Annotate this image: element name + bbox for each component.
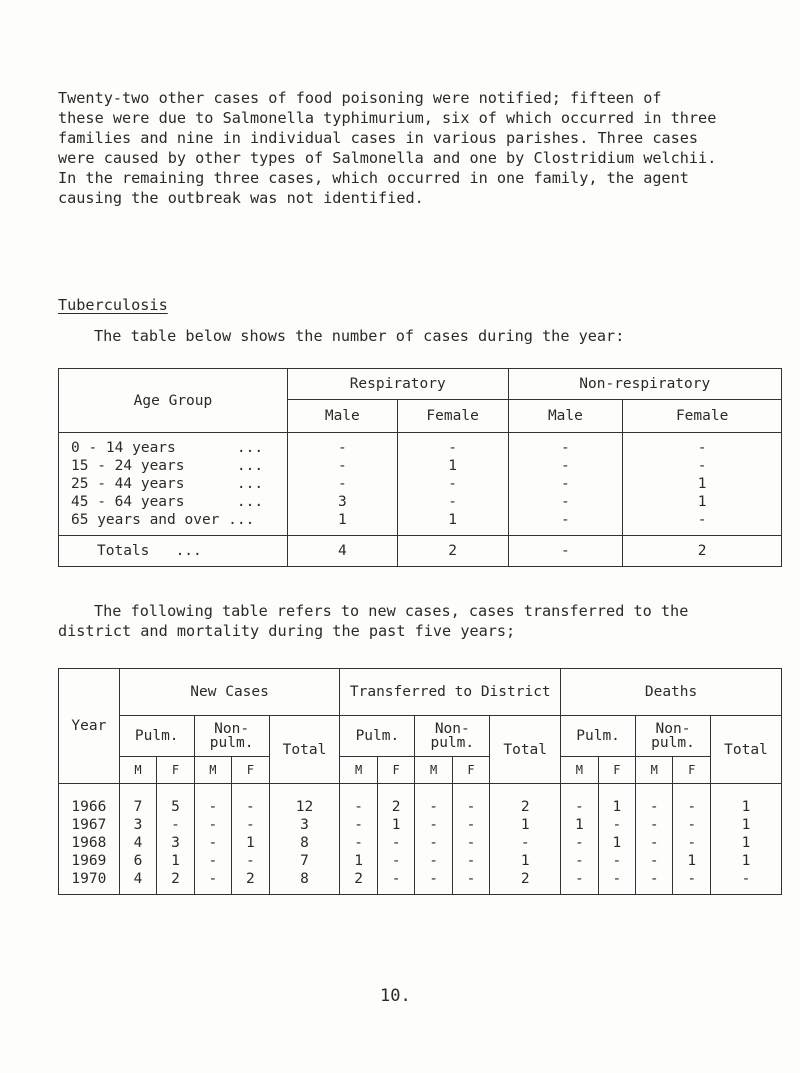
table-cell: - — [490, 834, 561, 852]
table-cell: - — [415, 834, 452, 852]
table-cell: - — [397, 475, 508, 493]
tuberculosis-cases-table — [58, 368, 782, 567]
table-cell: - — [508, 511, 623, 536]
table-cell: 1 — [377, 816, 414, 834]
table-cell: - — [377, 834, 414, 852]
tb-table-intro: The table below shows the number of cases during the year: — [94, 327, 625, 345]
non-pulm-header: Non-pulm. — [194, 716, 269, 757]
transferred-header: Transferred to District — [340, 669, 561, 716]
year-cell: 1967 — [59, 816, 120, 834]
m-header: M — [561, 757, 598, 784]
table-cell: 2 — [397, 536, 508, 567]
five-year-intro-line: district and mortality during the past five years; — [58, 622, 516, 640]
table-cell: - — [508, 475, 623, 493]
table-cell: 6 — [119, 852, 156, 870]
table-cell: - — [194, 852, 231, 870]
table-cell: - — [415, 784, 452, 817]
table-row — [59, 834, 782, 852]
table-cell: - — [287, 475, 397, 493]
paragraph-line: In the remaining three cases, which occurred in one family, the agent — [58, 169, 689, 187]
table-cell: - — [636, 870, 673, 895]
m-header: M — [119, 757, 156, 784]
female-header: Female — [623, 400, 782, 433]
total-header: Total — [710, 716, 781, 784]
table-cell: - — [561, 784, 598, 817]
table-cell: - — [194, 784, 231, 817]
year-header: Year — [59, 669, 120, 784]
respiratory-header: Respiratory — [287, 369, 508, 400]
table-cell: - — [232, 852, 269, 870]
table-cell: 4 — [119, 834, 156, 852]
table-row — [59, 870, 782, 895]
five-year-table-body — [59, 784, 782, 895]
table-cell: - — [636, 784, 673, 817]
table-cell: 1 — [397, 457, 508, 475]
table-cell: 1 — [287, 511, 397, 536]
table-cell: - — [710, 870, 781, 895]
pulm-header: Pulm. — [561, 716, 636, 757]
paragraph-line: causing the outbreak was not identified. — [58, 189, 424, 207]
table-cell: 1 — [623, 475, 782, 493]
age-group-cell: 0 - 14 years ... — [59, 433, 288, 458]
table-cell: - — [397, 433, 508, 458]
table-cell: 1 — [598, 784, 635, 817]
table-cell: 7 — [269, 852, 340, 870]
year-cell: 1970 — [59, 870, 120, 895]
table-cell: 1 — [561, 816, 598, 834]
food-poisoning-paragraph — [58, 88, 748, 208]
table-cell: 2 — [377, 784, 414, 817]
table-cell: 1 — [157, 852, 194, 870]
table-cell: - — [673, 784, 710, 817]
table-row — [59, 475, 782, 493]
table-cell: - — [157, 816, 194, 834]
table-cell: 2 — [623, 536, 782, 567]
f-header: F — [452, 757, 489, 784]
f-header: F — [377, 757, 414, 784]
page-number: 10. — [380, 986, 411, 1006]
table-cell: - — [415, 870, 452, 895]
table-cell: 7 — [119, 784, 156, 817]
age-group-header: Age Group — [59, 369, 288, 433]
table-cell: - — [561, 834, 598, 852]
table-cell: 1 — [397, 511, 508, 536]
table-cell: - — [508, 536, 623, 567]
table-row — [59, 457, 782, 475]
paragraph-line: were caused by other types of Salmonella and one by Clostridium welchii. — [58, 149, 717, 167]
table-cell: - — [673, 834, 710, 852]
non-pulm-header: Non-pulm. — [415, 716, 490, 757]
table-cell: 5 — [157, 784, 194, 817]
paragraph-line: Twenty-two other cases of food poisoning were notified; fifteen of — [58, 89, 662, 107]
table-cell: - — [377, 870, 414, 895]
table-cell: - — [636, 834, 673, 852]
table-cell: - — [340, 816, 377, 834]
table-cell: 4 — [287, 536, 397, 567]
table-cell: - — [508, 493, 623, 511]
table-cell: 1 — [673, 852, 710, 870]
table-cell: - — [377, 852, 414, 870]
table-cell: - — [452, 834, 489, 852]
non-pulm-header: Non-pulm. — [636, 716, 711, 757]
table-row — [59, 493, 782, 511]
table-cell: 1 — [710, 816, 781, 834]
table-cell: 3 — [269, 816, 340, 834]
table-cell: - — [623, 511, 782, 536]
totals-row — [59, 536, 782, 567]
table-cell: 1 — [598, 834, 635, 852]
table-cell: 8 — [269, 834, 340, 852]
table-cell: - — [287, 457, 397, 475]
total-header: Total — [269, 716, 340, 784]
new-cases-header: New Cases — [119, 669, 340, 716]
table-row — [59, 511, 782, 536]
paragraph-line: these were due to Salmonella typhimurium, six of which occurred in three — [58, 109, 717, 127]
table-cell: - — [452, 784, 489, 817]
table-cell: - — [508, 433, 623, 458]
m-header: M — [415, 757, 452, 784]
table-cell: 1 — [232, 834, 269, 852]
table-cell: 2 — [490, 784, 561, 817]
table-cell: - — [561, 852, 598, 870]
table-cell: 1 — [710, 784, 781, 817]
table-cell: - — [194, 834, 231, 852]
table-cell: 8 — [269, 870, 340, 895]
table-cell: - — [232, 784, 269, 817]
age-group-cell: 65 years and over ... — [59, 511, 288, 536]
m-header: M — [636, 757, 673, 784]
female-header: Female — [397, 400, 508, 433]
table-cell: - — [287, 433, 397, 458]
table-cell: - — [194, 870, 231, 895]
table-cell: 1 — [623, 493, 782, 511]
table-cell: - — [636, 852, 673, 870]
table-cell: - — [340, 784, 377, 817]
table-cell: 1 — [490, 816, 561, 834]
deaths-header: Deaths — [561, 669, 782, 716]
year-cell: 1969 — [59, 852, 120, 870]
table-cell: - — [452, 870, 489, 895]
table-cell: 2 — [340, 870, 377, 895]
table-cell: - — [623, 433, 782, 458]
table-cell: - — [623, 457, 782, 475]
table-cell: 3 — [157, 834, 194, 852]
table-cell: - — [452, 852, 489, 870]
m-header: M — [194, 757, 231, 784]
table-cell: - — [452, 816, 489, 834]
table-row — [59, 852, 782, 870]
f-header: F — [598, 757, 635, 784]
five-year-summary-table — [58, 668, 782, 895]
table-cell: - — [673, 870, 710, 895]
table-cell: - — [598, 852, 635, 870]
table-cell: 2 — [490, 870, 561, 895]
five-year-intro-line: The following table refers to new cases, cases transferred to the — [94, 602, 689, 620]
total-header: Total — [490, 716, 561, 784]
table-row — [59, 784, 782, 817]
male-header: Male — [508, 400, 623, 433]
tuberculosis-heading: Tuberculosis — [58, 296, 168, 314]
table-cell: - — [598, 816, 635, 834]
non-respiratory-header: Non-respiratory — [508, 369, 781, 400]
year-cell: 1968 — [59, 834, 120, 852]
table-cell: 1 — [340, 852, 377, 870]
table-cell: 12 — [269, 784, 340, 817]
table-cell: - — [673, 816, 710, 834]
table-cell: 3 — [119, 816, 156, 834]
age-group-cell: 45 - 64 years ... — [59, 493, 288, 511]
table-row — [59, 816, 782, 834]
table-cell: 2 — [157, 870, 194, 895]
table-cell: - — [340, 834, 377, 852]
f-header: F — [232, 757, 269, 784]
f-header: F — [673, 757, 710, 784]
table-cell: 2 — [232, 870, 269, 895]
age-group-cell: 15 - 24 years ... — [59, 457, 288, 475]
table-cell: 4 — [119, 870, 156, 895]
totals-label: Totals ... — [59, 536, 288, 567]
table-cell: - — [232, 816, 269, 834]
table-cell: 1 — [490, 852, 561, 870]
table-cell: - — [561, 870, 598, 895]
table-cell: - — [194, 816, 231, 834]
table-cell: 1 — [710, 852, 781, 870]
table-cell: - — [397, 493, 508, 511]
year-cell: 1966 — [59, 784, 120, 817]
table-cell: - — [598, 870, 635, 895]
pulm-header: Pulm. — [119, 716, 194, 757]
male-header: Male — [287, 400, 397, 433]
pulm-header: Pulm. — [340, 716, 415, 757]
table-cell: 3 — [287, 493, 397, 511]
table-cell: - — [415, 816, 452, 834]
m-header: M — [340, 757, 377, 784]
table-cell: - — [636, 816, 673, 834]
f-header: F — [157, 757, 194, 784]
table-cell: - — [415, 852, 452, 870]
age-group-cell: 25 - 44 years ... — [59, 475, 288, 493]
table-cell: - — [508, 457, 623, 475]
table-cell: 1 — [710, 834, 781, 852]
table-row — [59, 433, 782, 458]
paragraph-line: families and nine in individual cases in various parishes. Three cases — [58, 129, 699, 147]
